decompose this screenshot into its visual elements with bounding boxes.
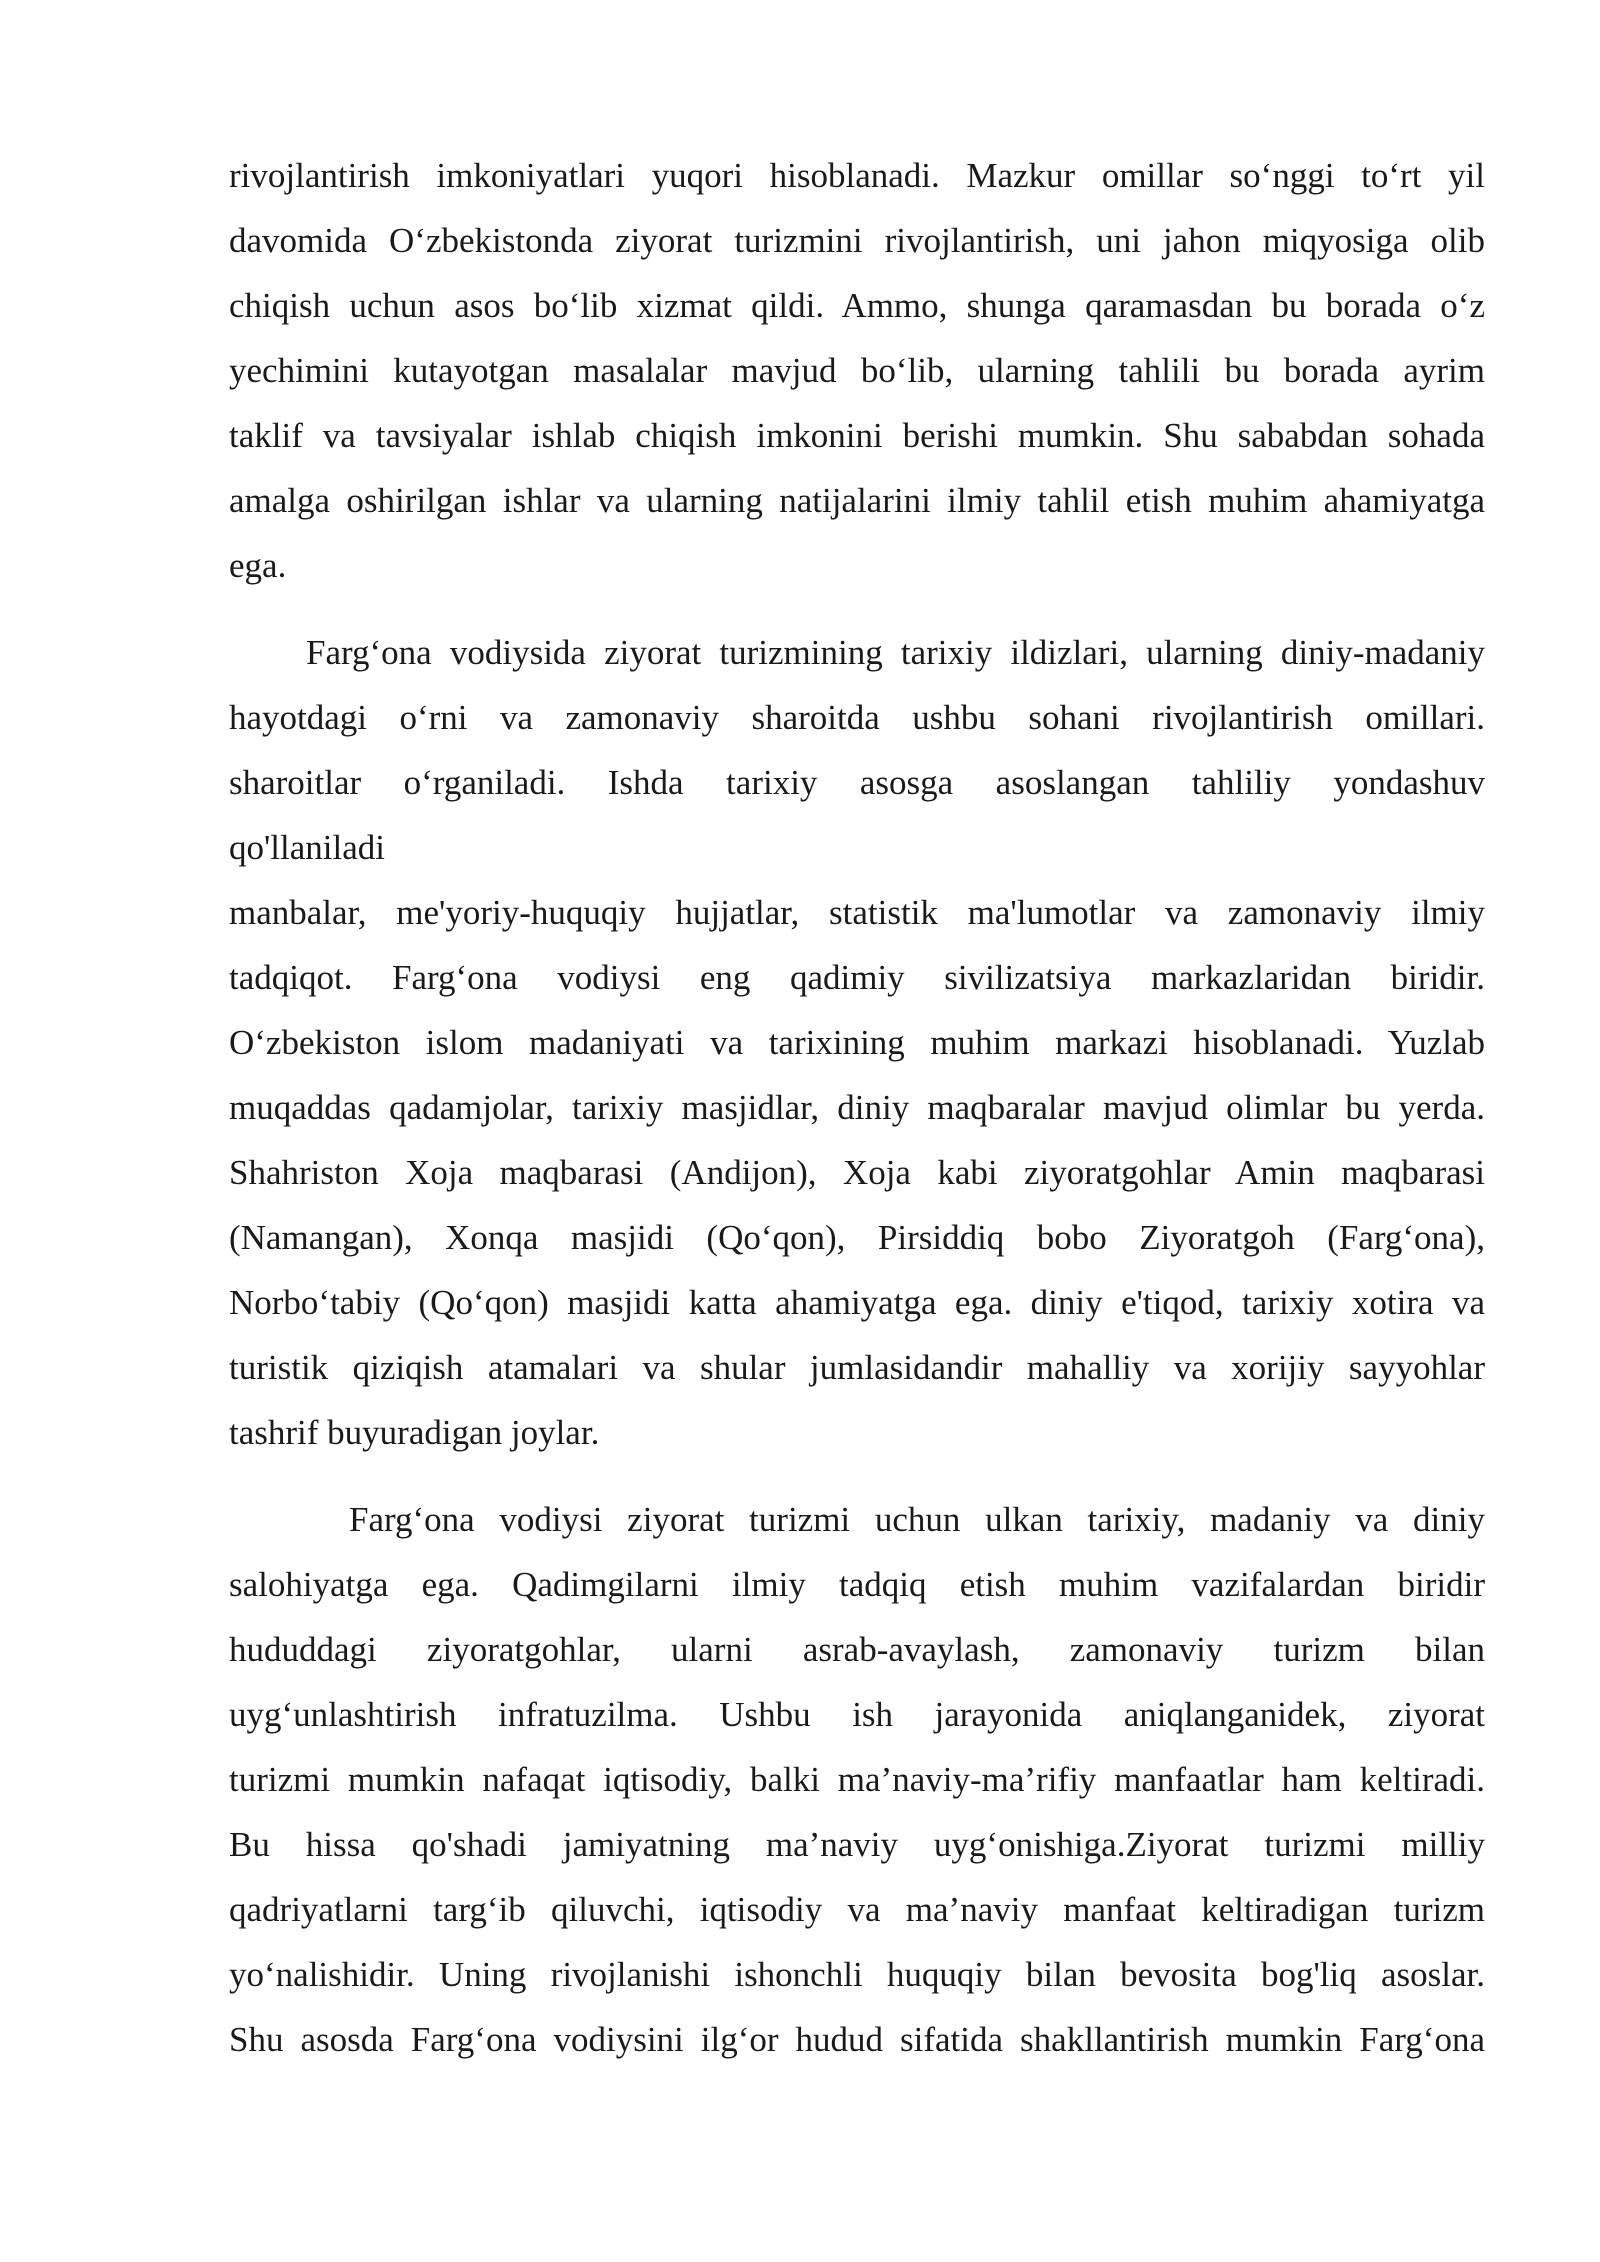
text-line: Farg‘ona vodiysi ziyorat turizmi uchun ulkan tarixiy, madaniy va diniy [349, 1500, 1485, 1539]
text-line: salohiyatga ega. Qadimgilarni ilmiy tadqiq etish muhim vazifalardan biridir [229, 1565, 1485, 1604]
paragraph-spacing [229, 1465, 1485, 1487]
text-line: Bu hissa qo'shadi jamiyatning ma’naviy uyg‘onishiga.Ziyorat turizmi milliy [229, 1825, 1485, 1864]
text-line: hududdagi ziyoratgohlar, ularni asrab-avaylash, zamonaviy turizm bilan [229, 1630, 1485, 1669]
text-line: ega. [229, 546, 287, 585]
text-line: chiqish uchun asos bo‘lib xizmat qildi. Ammo, shunga qaramasdan bu borada o‘z [229, 286, 1485, 325]
text-line: rivojlantirish imkoniyatlari yuqori hisoblanadi. Mazkur omillar so‘nggi to‘rt yil [229, 156, 1485, 195]
text-line: O‘zbekiston islom madaniyati va tarixining muhim markazi hisoblanadi. Yuzlab [229, 1023, 1485, 1062]
text-line: Shahriston Xoja maqbarasi (Andijon), Xoja kabi ziyoratgohlar Amin maqbarasi [229, 1153, 1485, 1192]
text-line: qadriyatlarni targ‘ib qiluvchi, iqtisodiy va ma’naviy manfaat keltiradigan turizm [229, 1890, 1485, 1929]
text-line: davomida O‘zbekistonda ziyorat turizmini rivojlantirish, uni jahon miqyosiga olib [229, 221, 1485, 260]
text-line: taklif va tavsiyalar ishlab chiqish imkonini berishi mumkin. Shu sababdan sohada [229, 416, 1485, 455]
text-line: sharoitlar o‘rganiladi. Ishda tarixiy asosga asoslangan tahliliy yondashuv [229, 763, 1485, 802]
paragraph-3 [229, 1487, 1485, 2072]
text-line: muqaddas qadamjolar, tarixiy masjidlar, diniy maqbaralar mavjud olimlar bu yerda. [229, 1088, 1485, 1127]
paragraph-2 [229, 620, 1485, 1465]
text-line: turistik qiziqish atamalari va shular jumlasidandir mahalliy va xorijiy sayyohlar [229, 1348, 1485, 1387]
body-text [229, 143, 1485, 2072]
text-line: manbalar, me'yoriy-huquqiy hujjatlar, statistik ma'lumotlar va zamonaviy ilmiy [229, 893, 1485, 932]
text-line: (Namangan), Xonqa masjidi (Qo‘qon), Pirsiddiq bobo Ziyoratgoh (Farg‘ona), [229, 1218, 1485, 1257]
text-line: Shu asosda Farg‘ona vodiysini ilg‘or hudud sifatida shakllantirish mumkin Farg‘ona [229, 2020, 1485, 2059]
text-line: tadqiqot. Farg‘ona vodiysi eng qadimiy sivilizatsiya markazlaridan biridir. [229, 958, 1485, 997]
text-line: tashrif buyuradigan joylar. [229, 1413, 600, 1452]
text-line: yechimini kutayotgan masalalar mavjud bo‘lib, ularning tahlili bu borada ayrim [229, 351, 1485, 390]
text-line: hayotdagi o‘rni va zamonaviy sharoitda ushbu sohani rivojlantirish omillari. [229, 698, 1485, 737]
text-line: Norbo‘tabiy (Qo‘qon) masjidi katta ahamiyatga ega. diniy e'tiqod, tarixiy xotira va [229, 1283, 1485, 1322]
text-line: amalga oshirilgan ishlar va ularning natijalarini ilmiy tahlil etish muhim ahamiyatga [229, 481, 1485, 520]
text-line: Farg‘ona vodiysida ziyorat turizmining tarixiy ildizlari, ularning diniy-madaniy [306, 633, 1485, 672]
paragraph-spacing [229, 598, 1485, 620]
text-line: qo'llaniladi [229, 828, 385, 867]
paragraph-1 [229, 143, 1485, 598]
text-line: turizmi mumkin nafaqat iqtisodiy, balki ma’naviy-ma’rifiy manfaatlar ham keltiradi. [229, 1760, 1485, 1799]
text-line: uyg‘unlashtirish infratuzilma. Ushbu ish jarayonida aniqlanganidek, ziyorat [229, 1695, 1485, 1734]
text-line: yo‘nalishidir. Uning rivojlanishi ishonchli huquqiy bilan bevosita bog'liq asoslar. [229, 1955, 1485, 1994]
